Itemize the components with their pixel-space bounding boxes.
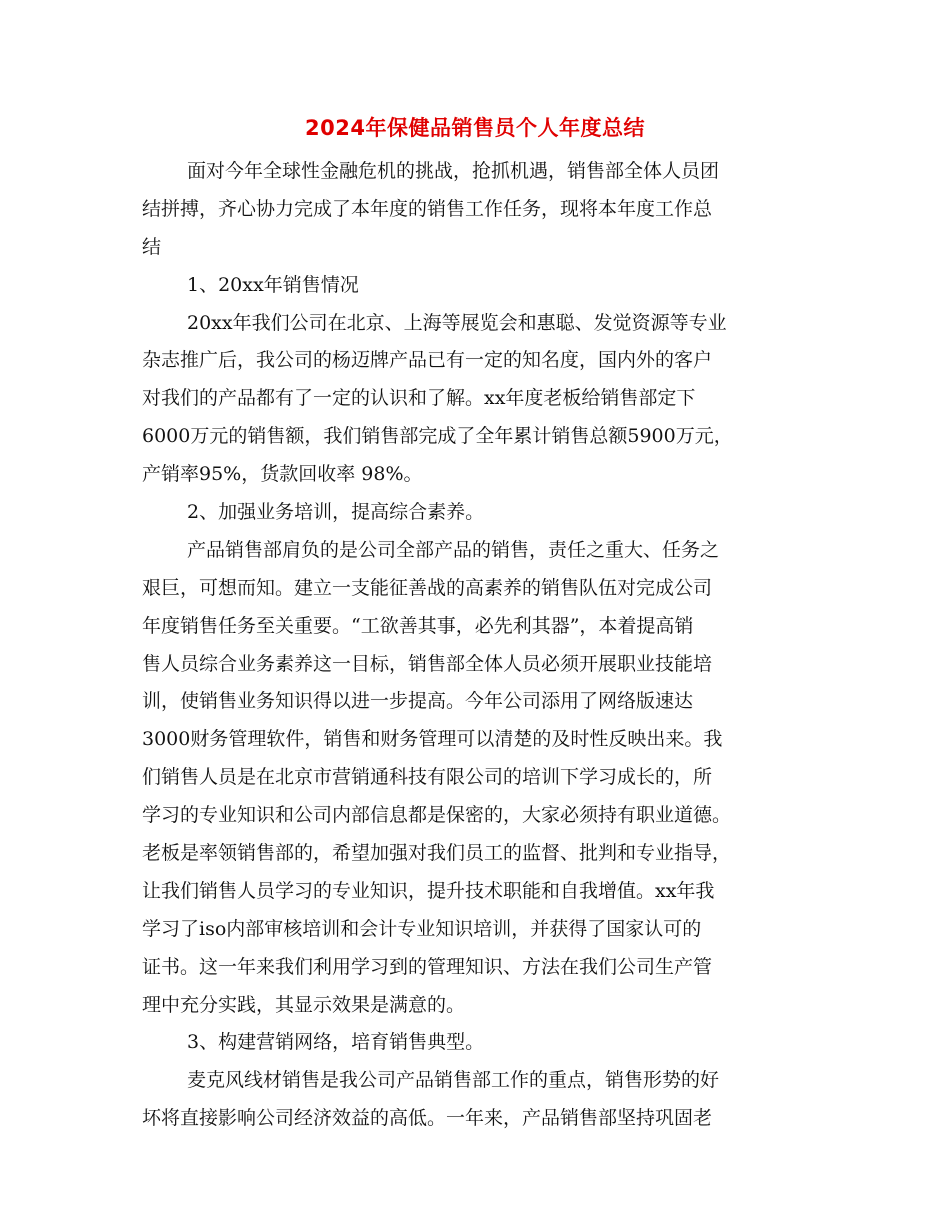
text-line: 6000万元的销售额，我们销售部完成了全年累计销售总额5900万元， — [142, 425, 733, 448]
text-line: 结拼搏，齐心协力完成了本年度的销售工作任务，现将本年度工作总 — [142, 197, 713, 220]
text-line: 理中充分实践，其显示效果是满意的。 — [142, 993, 466, 1016]
text-line: 杂志推广后，我公司的杨迈牌产品已有一定的知名度，国内外的客户 — [142, 349, 713, 372]
text-line: 训，使销售业务知识得以进一步提高。今年公司添用了网络版速达 — [142, 690, 694, 713]
text-line: 面对今年全球性金融危机的挑战，抢抓机遇，销售部全体人员团 — [187, 160, 720, 182]
text-line: 让我们销售人员学习的专业知识，提升技术职能和自我增值。xx年我 — [142, 879, 715, 902]
text-line: 学习了iso内部审核培训和会计专业知识培训，并获得了国家认可的 — [142, 917, 702, 940]
text-line: 艰巨，可想而知。建立一支能征善战的高素养的销售队伍对完成公司 — [142, 576, 713, 599]
text-line: 产品销售部肩负的是公司全部产品的销售，责任之重大、任务之 — [187, 538, 720, 561]
text-line: 们销售人员是在北京市营销通科技有限公司的培训下学习成长的，所 — [142, 766, 713, 789]
text-line: 老板是率领销售部的，希望加强对我们员工的监督、批判和专业指导， — [142, 842, 732, 865]
text-line: 1、20xx年销售情况 — [187, 273, 359, 296]
text-line: 3、构建营销网络，培育销售典型。 — [187, 1031, 485, 1054]
text-line: 结 — [142, 235, 162, 258]
text-line: 售人员综合业务素养这一目标，销售部全体人员必须开展职业技能培 — [142, 652, 713, 675]
text-line: 学习的专业知识和公司内部信息都是保密的，大家必须持有职业道德。 — [142, 804, 732, 827]
document-title: 2024年保健品销售员个人年度总结 — [305, 116, 645, 140]
text-line: 坏将直接影响公司经济效益的高低。一年来，产品销售部坚持巩固老 — [142, 1107, 713, 1130]
document-body — [142, 153, 807, 1138]
text-line: 麦克风线材销售是我公司产品销售部工作的重点，销售形势的好 — [187, 1069, 720, 1092]
text-line: 年度销售任务至关重要。“工欲善其事，必先利其器”，本着提高销 — [142, 614, 694, 637]
text-line: 对我们的产品都有了一定的认识和了解。xx年度老板给销售部定下 — [142, 387, 696, 410]
text-line: 3000财务管理软件，销售和财务管理可以清楚的及时性反映出来。我 — [142, 728, 723, 751]
text-line: 2、加强业务培训，提高综合素养。 — [187, 501, 485, 524]
text-line: 证书。这一年来我们利用学习到的管理知识、方法在我们公司生产管 — [142, 955, 713, 978]
text-line: 20xx年我们公司在北京、上海等展览会和惠聪、发觉资源等专业 — [187, 311, 727, 334]
text-line: 产销率95%，货款回收率 98%。 — [142, 463, 423, 486]
